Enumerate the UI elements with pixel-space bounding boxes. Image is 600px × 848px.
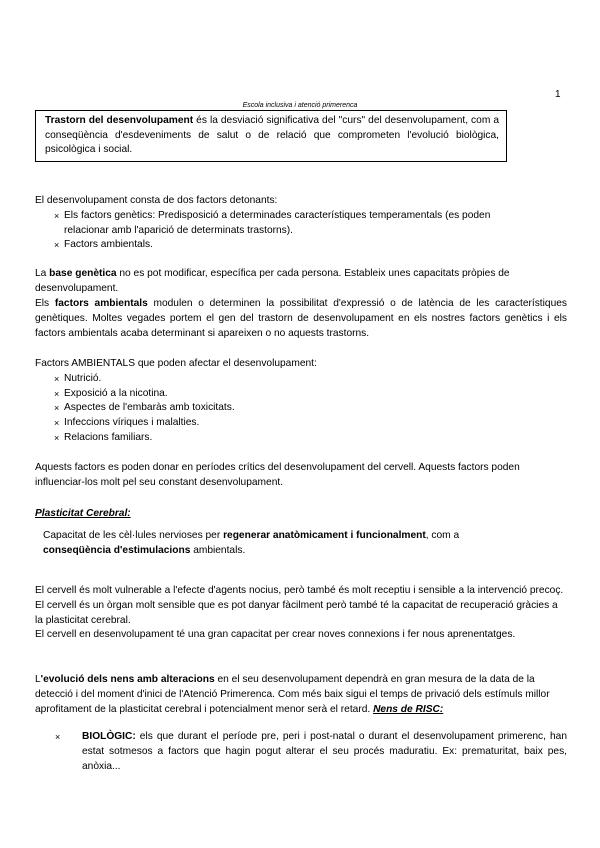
definition-term: Trastorn del desenvolupament bbox=[45, 115, 194, 126]
list-item: × Aspectes de l'embaràs amb toxicitats. bbox=[35, 401, 567, 416]
definition-box bbox=[35, 110, 507, 162]
running-head: Escola inclusiva i atenció primerenca bbox=[242, 102, 358, 109]
factors-intro-text: El desenvolupament consta de dos factors detonants: bbox=[35, 195, 278, 206]
bullet-x-icon: × bbox=[54, 210, 60, 221]
critical-periods-paragraph: Aquests factors es poden donar en períodes crítics del desenvolupament del cervell. Aquests factors poden influenciar-los molt pel seu constant desenvolupament. bbox=[35, 462, 520, 488]
brain-line: El cervell és un òrgan molt sensible que es pot danyar fàcilment però també té la capacitat de recuperació gràcies a la plasticitat cerebral. bbox=[35, 599, 558, 626]
bullet-x-icon: × bbox=[54, 373, 60, 384]
environmental-paragraph: Els factors ambientals modulen o determinen la possibilitat d'expressió o de latència de les característiques genètiques. Moltes vegades portem el gen del trastorn de desenvolupament en els nostres factors genètics i els factors ambientals acaba determinant si apareixen o no aquests trastorns. bbox=[35, 298, 567, 339]
list-item: × Exposició a la nicotina. bbox=[35, 387, 567, 402]
genetic-base-term: base genètica bbox=[49, 268, 117, 279]
list-item: × Factors ambientals. bbox=[35, 238, 532, 253]
genetic-paragraph: La base genètica no es pot modificar, específica per cada persona. Estableix unes capacitats pròpies de desenvolupament. bbox=[35, 268, 510, 294]
environmental-list-section bbox=[35, 357, 567, 446]
risk-label: BIOLÒGIC: bbox=[82, 731, 136, 742]
page-number: 1 bbox=[555, 89, 561, 100]
risk-list bbox=[0, 730, 567, 774]
list-item: × Infeccions víriques i malalties. bbox=[35, 416, 567, 431]
evolution-paragraph: L'evolució dels nens amb alteracions en el seu desenvolupament dependrà en gran mesura de la data de la detecció i del moment d'inici de l'Atenció Primerenca. Com més baix sigui el temps de privació dels estímuls millor aprofitament de la plasticitat cerebral i potencialment menor serà el retard. Nens de RISC: bbox=[35, 674, 550, 715]
list-item: × Els factors genètics: Predisposició a determinades característiques temperamentals (es poden relacionar amb l'aparició de determinats trastorns). bbox=[54, 209, 491, 236]
factors-intro bbox=[35, 194, 567, 253]
environmental-factors-term: factors ambientals bbox=[54, 298, 148, 309]
environmental-list-intro: Factors AMBIENTALS que poden afectar el desenvolupament: bbox=[35, 358, 317, 369]
plasticity-bold-2: conseqüència d'estimulacions bbox=[43, 544, 191, 556]
definition-text: és la desviació significativa del "curs" del desenvolupament, com a conseqüència d'esdeveniments de salut o de relació que comprometen l'evolució biològica, psicològica i social. bbox=[45, 115, 499, 156]
brain-line: El cervell en desenvolupament té una gran capacitat per crear noves connexions i fer nous aprenentatges. bbox=[35, 629, 516, 641]
bullet-x-icon: × bbox=[54, 432, 60, 443]
section-title: Plasticitat Cerebral: bbox=[35, 508, 131, 519]
bullet-x-icon: × bbox=[54, 418, 60, 429]
brain-paragraphs bbox=[35, 584, 567, 643]
list-item: × Relacions familiars. bbox=[35, 431, 567, 446]
list-item: × BIOLÒGIC: els que durant el període pre, peri i post-natal o durant el desenvolupament primerenc, han estat sotmesos a factors que hagin pogut alterar el seu procés maduratiu. Ex: prematuritat, baix pes, anòxia... bbox=[55, 731, 567, 772]
risk-title: Nens de RISC: bbox=[373, 703, 444, 715]
bullet-x-icon: × bbox=[54, 403, 60, 414]
list-item: × Nutrició. bbox=[35, 372, 567, 387]
bullet-x-icon: × bbox=[55, 732, 61, 742]
evolution-bold: 'evolució dels nens amb alteracions bbox=[40, 674, 215, 685]
plasticity-title bbox=[35, 507, 567, 522]
brain-line: El cervell és molt vulnerable a l'efecte d'agents nocius, però també és molt receptiu i sensible a la intervenció precoç. bbox=[35, 585, 564, 596]
risk-section bbox=[35, 730, 567, 774]
environmental-list bbox=[35, 372, 567, 446]
plasticity-bold-1: regenerar anatòmicament i funcionalment bbox=[223, 530, 426, 541]
factors-list bbox=[35, 209, 567, 253]
plasticity-definition: Capacitat de les cèl·lules nervioses per regenerar anatòmicament i funcionalment, com a conseqüència d'estimulacions ambientals. bbox=[43, 530, 460, 556]
bullet-x-icon: × bbox=[54, 388, 60, 399]
bullet-x-icon: × bbox=[54, 240, 60, 251]
